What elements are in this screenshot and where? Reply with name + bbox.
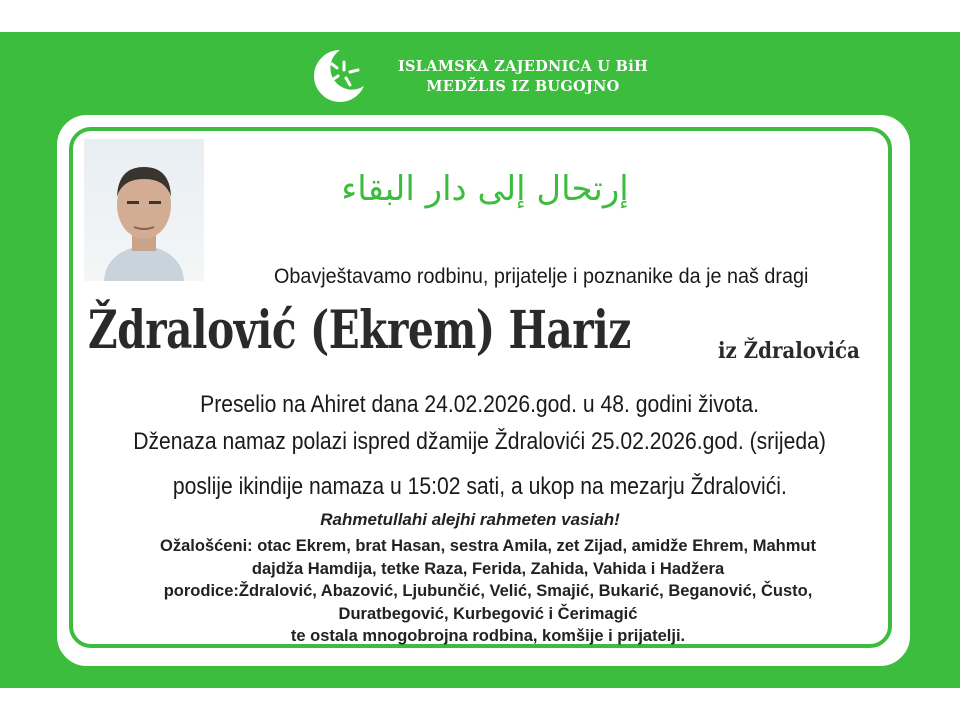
org-line-1: ISLAMSKA ZAJEDNICA U BiH (397, 58, 649, 75)
prayer-line: Rahmetullahi alejhi rahmeten vasiah! (320, 510, 620, 529)
death-date-text: Preselio na Ahiret dana 24.02.2026.god. u 48. godini života. (200, 391, 760, 418)
intro-text: Obavještavamo rodbinu, prijatelje i poznanike da je naš dragi (273, 264, 809, 288)
portrait-photo (84, 139, 204, 281)
calligraphy-text: إرتحال إلى دار البقاء (341, 169, 629, 209)
org-line-2: MEDŽLIS IZ BUGOJNO (426, 78, 620, 95)
dzenaza-line (0, 428, 960, 456)
arabic-calligraphy (341, 140, 629, 230)
deceased-origin: iz Ždralovića (718, 338, 860, 364)
deceased-name: Ždralović (Ekrem) Hariz (88, 300, 631, 361)
mourners-line-3: porodice:Ždralović, Abazović, Ljubunčić, Velić, Smajić, Bukarić, Beganović, Čusto, (163, 582, 813, 600)
mourners-line-2: dajdža Hamdija, tetke Raza, Ferida, Zahida, Vahida i Hadžera (251, 560, 725, 578)
death-date-line (0, 391, 960, 419)
dzenaza-text: Dženaza namaz polazi ispred džamije Ždralovići 25.02.2026.god. (srijeda) (133, 428, 827, 455)
mourners-line-5: te ostala mnogobrojna rodbina, komšije i prijatelji. (290, 627, 686, 645)
burial-text: poslije ikindije namaza u 15:02 sati, a ukop na mezarju Ždralovići. (173, 473, 787, 500)
mourners-line-1: Ožalošćeni: otac Ekrem, brat Hasan, sestra Amila, zet Zijad, amidže Ehrem, Mahmut (160, 537, 816, 555)
mourners-line-4: Duratbegović, Kurbegović i Čerimagić (338, 605, 638, 623)
organization-title (378, 57, 668, 97)
burial-line (0, 473, 960, 501)
crescent-star-icon (306, 44, 370, 108)
